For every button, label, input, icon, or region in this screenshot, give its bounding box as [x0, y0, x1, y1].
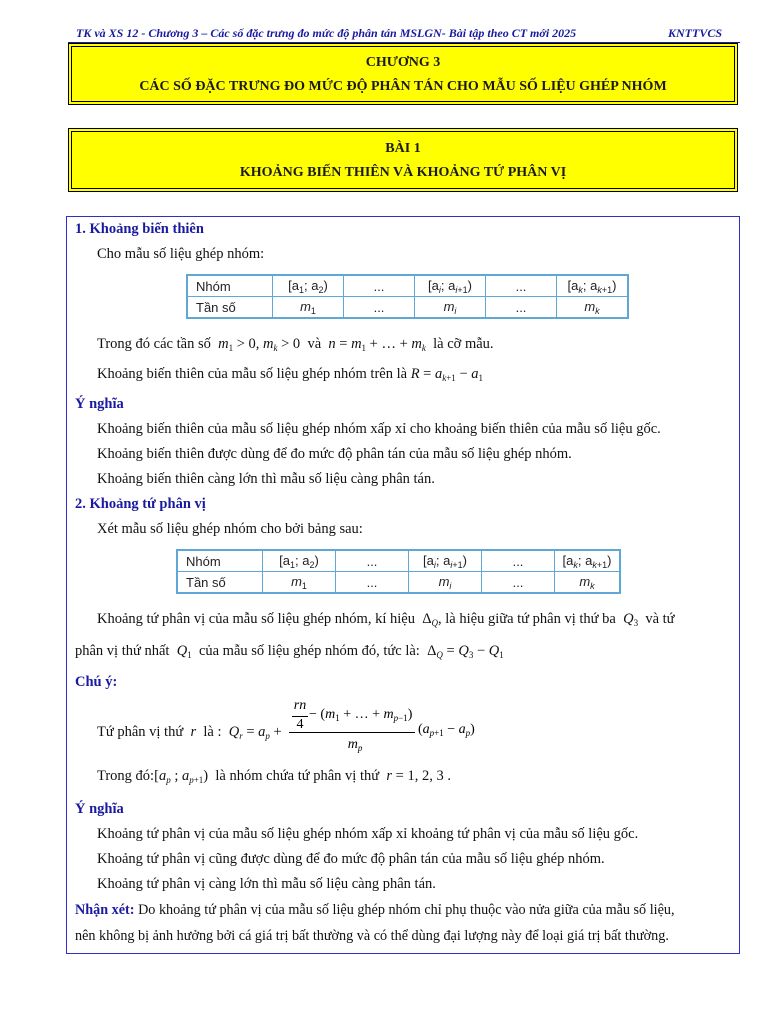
table-row-label: Nhóm	[177, 550, 263, 572]
running-header	[68, 24, 740, 43]
table-cell: $m_k$	[557, 297, 629, 319]
table-cell: ...	[486, 297, 557, 319]
table-row-label: Tần số	[187, 297, 273, 319]
section-2-meaning-item: Khoảng tứ phân vị cũng được dùng để đo mức độ phân tán của mẫu số liệu ghép nhóm.	[97, 851, 605, 867]
lesson-number: BÀI 1	[385, 141, 421, 156]
formula-denominator-4: 4	[296, 717, 304, 732]
table-cell: ...	[336, 550, 409, 572]
lesson-title-box	[68, 128, 738, 192]
section-1-intro: Cho mẫu số liệu ghép nhóm:	[97, 246, 265, 262]
table-cell: ...	[344, 275, 415, 297]
note-heading: Chú ý:	[75, 674, 118, 690]
iqr-definition-line-2: phân vị thứ nhất $Q_1$ của mẫu số liệu ghép nhóm đó, tức là: $\Delta_Q = Q_3 - Q_1$	[75, 643, 504, 660]
formula-numerator-rest: − ($m_1$ + … + $m_{p-1}$)	[309, 707, 413, 723]
table-row-label: Tần số	[177, 572, 263, 594]
formula-main-fraction-bar	[289, 732, 415, 733]
section-2-meaning-item: Khoảng tứ phân vị của mẫu số liệu ghép nhóm xấp xỉ khoảng tứ phân vị của mẫu số liệu gốc.	[97, 826, 639, 842]
table-cell: [$a_1$; $a_2$)	[263, 550, 336, 572]
table-cell: ...	[486, 275, 557, 297]
section-2-intro: Xét mẫu số liệu ghép nhóm cho bởi bảng sau:	[97, 521, 363, 537]
formula-numerator-rn: rn	[293, 698, 307, 713]
table-cell: $m_1$	[263, 572, 336, 594]
quartile-group-note: Trong $đó:[a_p$ ; $a_{p+1}$) là nhóm chứa tứ phân vị thứ r = 1, 2, 3 .	[97, 768, 451, 785]
grouped-data-table-1	[186, 274, 629, 319]
remark-line-2: nên không bị ảnh hưởng bởi cá giá trị bất thường và có thể dùng đại lượng này để loại giá trị bất thường.	[75, 928, 669, 944]
table-cell: ...	[482, 572, 555, 594]
section-1-meaning-item: Khoảng biến thiên được dùng để đo mức độ phân tán của mẫu số liệu ghép nhóm.	[97, 446, 572, 462]
section-2-heading: 2. Khoảng tứ phân vị	[75, 496, 206, 512]
table-cell: ...	[344, 297, 415, 319]
quartile-formula-label: Tứ phân vị thứ r là : $Q_r = a_p$ +	[97, 724, 282, 741]
iqr-definition-line-1: Khoảng tứ phân vị của mẫu số liệu ghép nhóm, kí hiệu $\Delta_Q$, là hiệu giữa tứ phân vị thứ ba $Q_3$ và tứ	[97, 611, 675, 628]
table-cell: $m_i$	[409, 572, 482, 594]
table-row-label: Nhóm	[187, 275, 273, 297]
table-cell: ...	[482, 550, 555, 572]
formula-tail: $(a_{p+1} - a_p)$	[418, 722, 475, 738]
table-cell: $m_i$	[415, 297, 486, 319]
table-cell: [$a_k$; $a_{k+1}$)	[557, 275, 629, 297]
section-1-meaning-heading: Ý nghĩa	[75, 396, 124, 412]
table-cell: $m_1$	[273, 297, 344, 319]
header-code: KNTTVCS	[667, 26, 722, 40]
section-2-meaning-item: Khoảng tứ phân vị càng lớn thì mẫu số liệu càng phân tán.	[97, 876, 436, 892]
table-cell: [$a_i$; $a_{i+1}$)	[415, 275, 486, 297]
chapter-title-box	[68, 43, 738, 105]
remark-line-1: Nhận xét: Do khoảng tứ phân vị của mẫu số liệu ghép nhóm chỉ phụ thuộc vào nửa giữa của mẫu số liệu,	[75, 902, 675, 918]
lesson-title: KHOẢNG BIẾN THIÊN VÀ KHOẢNG TỨ PHÂN VỊ	[239, 165, 567, 180]
frequency-condition: Trong đó các tần số $m_1 > 0$, $m_k > 0$ và $n = m_1$ + … + $m_k$ là cỡ mẫu.	[97, 336, 494, 353]
section-2-meaning-heading: Ý nghĩa	[75, 801, 124, 817]
table-cell: ...	[336, 572, 409, 594]
table-cell: [$a_1$; $a_2$)	[273, 275, 344, 297]
remark-label: Nhận xét:	[75, 902, 135, 918]
range-definition: Khoảng biến thiên của mẫu số liệu ghép nhóm trên là $R = a_{k+1} - a_1$	[97, 366, 483, 383]
table-cell: [$a_i$; $a_{i+1}$)	[409, 550, 482, 572]
header-title: TK và XS 12 - Chương 3 – Các số đặc trưng đo mức độ phân tán MSLGN- Bài tập theo CT mới 2025	[76, 26, 577, 40]
grouped-data-table-2	[176, 549, 621, 594]
section-1-meaning-item: Khoảng biến thiên càng lớn thì mẫu số liệu càng phân tán.	[97, 471, 435, 487]
table-cell: $m_k$	[555, 572, 621, 594]
section-1-heading: 1. Khoảng biến thiên	[75, 221, 204, 237]
section-1-meaning-item: Khoảng biến thiên của mẫu số liệu ghép nhóm xấp xỉ cho khoảng biến thiên của mẫu số liệu gốc.	[97, 421, 661, 437]
chapter-title: CÁC SỐ ĐẶC TRƯNG ĐO MỨC ĐỘ PHÂN TÁN CHO MẪU SỐ LIỆU GHÉP NHÓM	[139, 79, 667, 94]
table-cell: [$a_k$; $a_{k+1}$)	[555, 550, 621, 572]
chapter-number: CHƯƠNG 3	[365, 55, 441, 70]
formula-denominator: $m_p$	[347, 737, 363, 753]
